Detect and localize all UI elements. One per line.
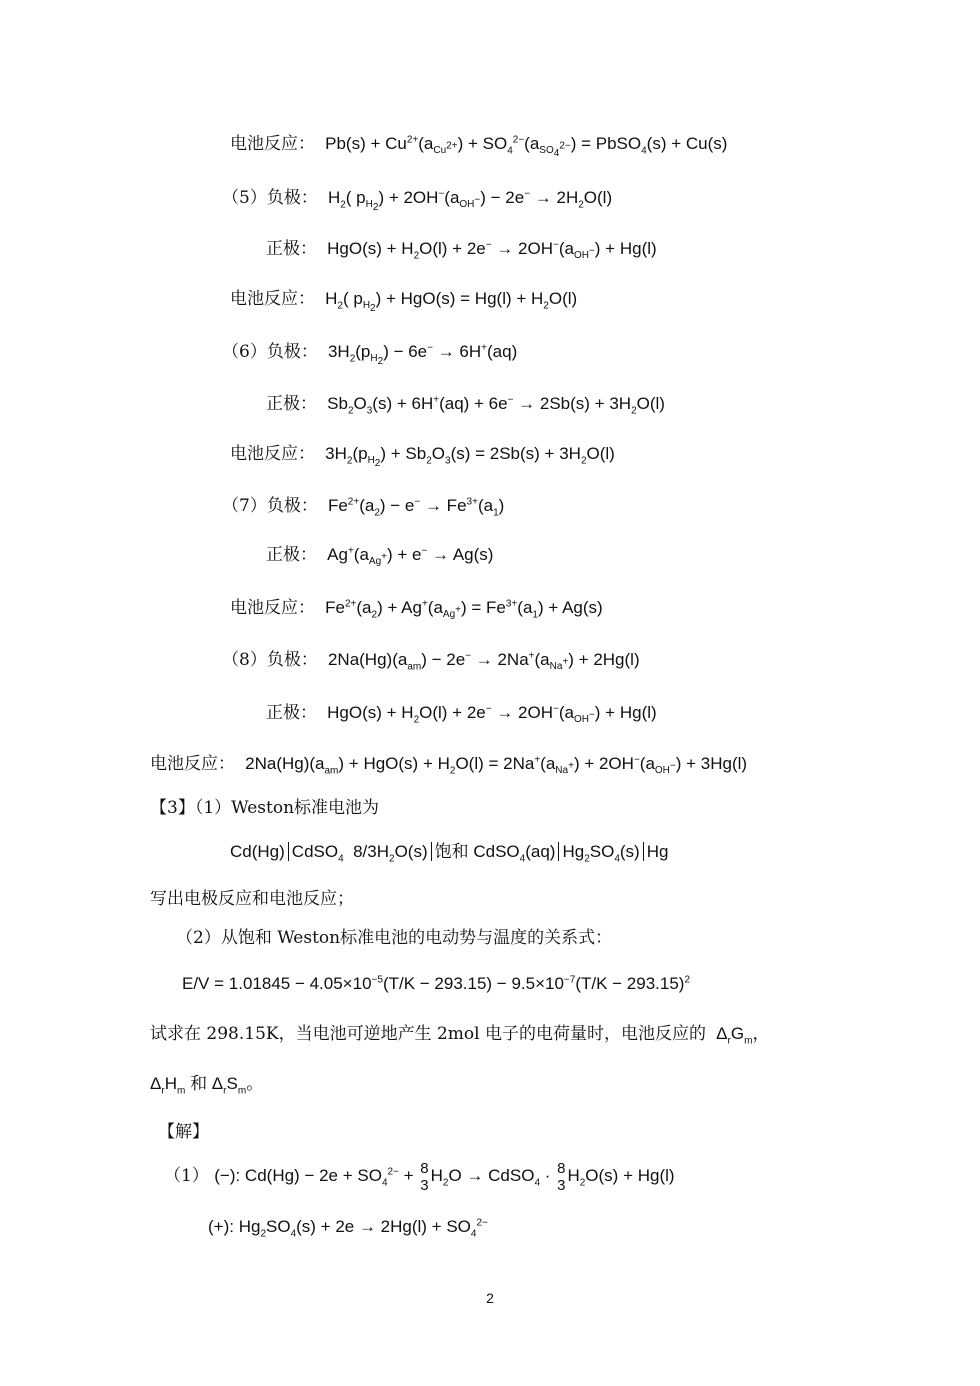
solution-1-positive [208, 1215, 488, 1239]
equation: $H_2$( $p_{H_2}) + 2OH^-(a_{OH^-}) - 2e^- \to 2H_2O(l)$ [323, 188, 613, 214]
label-positive: 正极： [266, 703, 317, 723]
item-number: （8） [222, 650, 267, 670]
equation: $Sb_2O_3(s) + 6H^+(aq) + 6e^- \to 2Sb(s) + 3H_2O(l)$ [322, 394, 665, 417]
question-part-3-cont [150, 1072, 263, 1096]
delta-r-s-m: $\Delta_rS_m$ [207, 1074, 247, 1097]
equation: Cd(Hg) CdSO$_4$ $8/3H_2O(s)$ [230, 842, 435, 861]
label-negative: 负极： [266, 650, 318, 670]
emf-temperature-equation [182, 972, 690, 996]
solution-heading [158, 1120, 209, 1144]
delta-r-h-m: $\Delta_rH_m$ [150, 1074, 186, 1097]
delta-r-g-m: $\Delta_rG_m$ [711, 1024, 753, 1047]
label-positive: 正极： [266, 545, 317, 565]
line-5-negative [222, 186, 613, 214]
equation: $3H_2(p_{H_2}) - 6e^- \to 6H^+(aq)$ [323, 342, 518, 368]
equation: (−): $Cd(Hg) - 2e + SO_4^{2-}$ + 8 3 $H_2O$ → CdSO$_4$ · 8 3 $H_2O(s) + Hg(l)$ [214, 1159, 675, 1194]
label-negative: 负极： [266, 188, 318, 208]
label-cell-reaction: 电池反应： [230, 444, 315, 464]
punctuation: 。 [246, 1074, 264, 1094]
item-number: （6） [222, 342, 267, 362]
question-part-3 [150, 1022, 769, 1046]
equation: $HgO(s) + H_2O(l) + 2e^- \to 2OH^-(a_{OH^-}) + Hg(l)$ [322, 703, 657, 726]
line-7-positive [266, 543, 493, 567]
solution-title: 【解】 [158, 1122, 209, 1142]
equation: $Fe^{2+}(a_2) - e^- \to Fe^{3+}(a_1)$ [323, 496, 505, 519]
equation: $2Na(Hg)(a_{am}) + HgO(s) + H_2O(l) = 2Na^+(a_{Na^+}) + 2OH^-(a_{OH^-}) + 3Hg(l)$ [240, 754, 748, 777]
line-6-positive [266, 392, 665, 416]
problem-3-heading [150, 796, 379, 820]
line-8-cell-reaction [150, 752, 747, 776]
item-number: （5） [222, 188, 267, 208]
equation: $Ag^+(a_{Ag^+}) + e^- \to Ag(s)$ [322, 545, 494, 568]
label-positive: 正极： [266, 394, 317, 414]
label-negative: 负极： [266, 496, 318, 516]
question-text: 试求在 298.15K，当电池可逆地产生 2mol 电子的电荷量时，电池反应的 [150, 1024, 707, 1044]
conjunction: 和 [190, 1074, 208, 1094]
page-number: 2 [486, 1290, 494, 1306]
line-cell-reaction-4 [230, 132, 728, 160]
question-text: 写出电极反应和电池反应； [150, 889, 354, 909]
equation: (+): $Hg_2SO_4(s) + 2e \to 2Hg(l) + SO_4^{2-}$ [208, 1217, 488, 1240]
weston-cell-notation [230, 840, 668, 864]
question-part-1 [150, 887, 354, 911]
label-cell-reaction: 电池反应： [150, 754, 235, 774]
equation: $Pb(s) + Cu^{2+}(a_{Cu^{2+}}) + SO_4^{2-}(a_{SO_4^{2-}})$ = PbSO$_4$(s) + Cu(s) [320, 134, 728, 160]
problem-3-title: 【3】（1）Weston标准电池为 [150, 798, 380, 818]
solution-1-negative [164, 1158, 675, 1194]
line-8-positive [266, 701, 657, 725]
line-7-negative [222, 494, 504, 518]
label-negative: 负极： [266, 342, 318, 362]
equation: $3H_2(p_{H_2}) + Sb_2O_3(s) = 2Sb(s) + 3H_2O(l)$ [320, 444, 615, 470]
label-positive: 正极： [266, 239, 317, 259]
line-6-cell-reaction [230, 442, 615, 470]
label-cell-reaction: 电池反应： [230, 134, 315, 154]
equation: $HgO(s) + H_2O(l) + 2e^- \to 2OH^-(a_{OH^-}) + Hg(l)$ [322, 239, 657, 262]
item-number: （7） [222, 496, 267, 516]
label-saturated: 饱和 [434, 842, 469, 862]
equation: $2Na(Hg)(a_{am}) - 2e^- \to 2Na^+(a_{Na^+}) + 2Hg(l)$ [323, 650, 640, 673]
line-8-negative [222, 648, 640, 672]
label-cell-reaction: 电池反应： [230, 598, 315, 618]
line-5-cell-reaction [230, 287, 578, 315]
punctuation: ， [752, 1024, 770, 1044]
equation: $H_2$( $p_{H_2}) + HgO(s) = Hg(l) + H_2O(l)$ [320, 289, 578, 315]
equation-tail: CdSO$_4$(aq) $Hg_2SO_4(s)$ Hg [468, 842, 669, 865]
question-part-2 [176, 926, 612, 950]
label-cell-reaction: 电池反应： [230, 289, 315, 309]
question-text: （2）从饱和 Weston标准电池的电动势与温度的关系式： [176, 928, 613, 948]
equation: $Fe^{2+}(a_2) + Ag^+(a_{Ag^+}) = Fe^{3+}(a_1) + Ag(s)$ [320, 598, 603, 621]
equation: $E/V = 1.01845 - 4.05\times 10^{-5}(T/K - 293.15) - 9.5\times 10^{-7}(T/K - 293.15)^2$ [182, 974, 691, 993]
line-6-negative [222, 340, 518, 368]
line-7-cell-reaction [230, 596, 603, 620]
line-5-positive [266, 237, 657, 261]
item-number: （1） [164, 1166, 209, 1186]
